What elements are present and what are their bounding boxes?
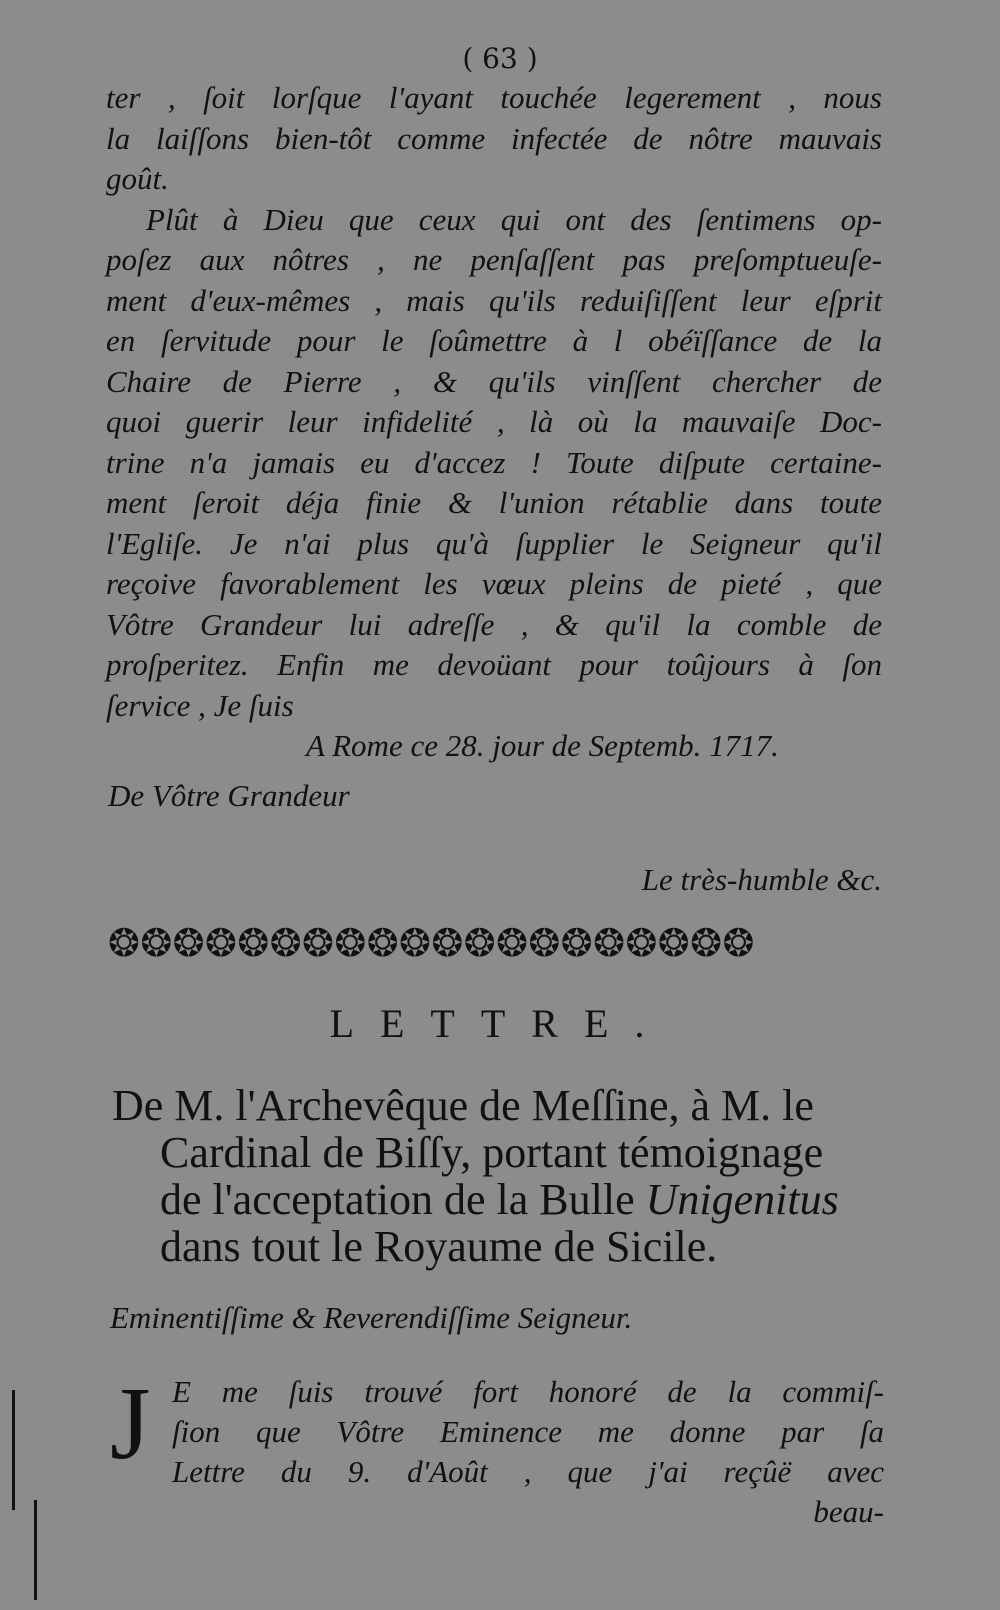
title-line-text: de l'acceptation de la Bulle xyxy=(160,1175,646,1224)
title-line: Cardinal de Biſſy, portant témoignage xyxy=(160,1128,824,1177)
text-line: ment d'eux-mêmes , mais qu'ils reduiſiſſent leur eſprit xyxy=(106,282,882,318)
text-line: ter , ſoit lorſque l'ayant touchée legerement , nous xyxy=(106,80,882,115)
text-line: Vôtre Grandeur lui adreſſe , & qu'il la comble de xyxy=(106,606,882,642)
title-line: De M. l'Archevêque de Meſſine, à M. le xyxy=(112,1081,814,1130)
text-line: Plût à Dieu que ceux qui ont des ſentimens op- xyxy=(146,201,882,237)
letter-opening-text xyxy=(172,1372,884,1532)
text-line: reçoive favorablement les vœux pleins de pieté , que xyxy=(106,566,882,601)
text-line: ſervice , Je ſuis xyxy=(106,687,294,723)
text-line: goût. xyxy=(106,161,169,196)
text-line: trine n'a jamais eu d'accez ! Toute diſpute certaine- xyxy=(106,444,882,480)
date-line: A Rome ce 28. jour de Septemb. 1717. xyxy=(306,728,779,763)
margin-mark xyxy=(12,1390,15,1510)
bull-name: Unigenitus xyxy=(645,1175,839,1224)
greeting: Eminentiſſime & Reverendiſſime Seigneur. xyxy=(110,1300,633,1335)
title-line: dans tout le Royaume de Sicile. xyxy=(160,1222,718,1271)
section-heading: LETTRE. xyxy=(329,1001,671,1046)
text-line: la laiſſons bien-tôt comme infectée de nôtre mauvais xyxy=(106,120,882,156)
catchword: beau- xyxy=(813,1494,884,1529)
text-line: Chaire de Pierre , & qu'ils vinſſent chercher de xyxy=(106,363,882,399)
text-line: l'Egliſe. Je n'ai plus qu'à ſupplier le Seigneur qu'il xyxy=(106,525,882,561)
text-line: Lettre du 9. d'Août , que j'ai reçûë avec xyxy=(172,1454,884,1489)
text-line: E me ſuis trouvé fort honoré de la commiſ- xyxy=(172,1374,884,1409)
text-line: quoi guerir leur infidelité , là où la mauvaiſe Doc- xyxy=(106,404,882,439)
page-number: ( 63 ) xyxy=(462,42,538,75)
text-line: ſion que Vôtre Eminence me donne par ſa xyxy=(172,1414,884,1449)
text-line: ment ſeroit déja finie & l'union rétablie dans toute xyxy=(106,485,882,520)
drop-cap: J xyxy=(110,1366,151,1481)
title-line xyxy=(112,1176,882,1223)
letter-title xyxy=(112,1082,882,1270)
signature: Le très-humble &c. xyxy=(641,862,882,897)
ornament-divider: ❂❂❂❂❂❂❂❂❂❂❂❂❂❂❂❂❂❂❂❂ xyxy=(108,921,755,965)
text-line: poſez aux nôtres , ne penſaſſent pas preſomptueuſe- xyxy=(106,242,882,277)
margin-mark xyxy=(34,1500,37,1600)
text-line: proſperitez. Enfin me devoüant pour toûjours à ſon xyxy=(106,647,882,682)
salutation: De Vôtre Grandeur xyxy=(108,778,350,813)
text-line: en ſervitude pour le ſoûmettre à l obéïſſance de la xyxy=(106,323,882,358)
letter-body-text xyxy=(106,78,882,726)
